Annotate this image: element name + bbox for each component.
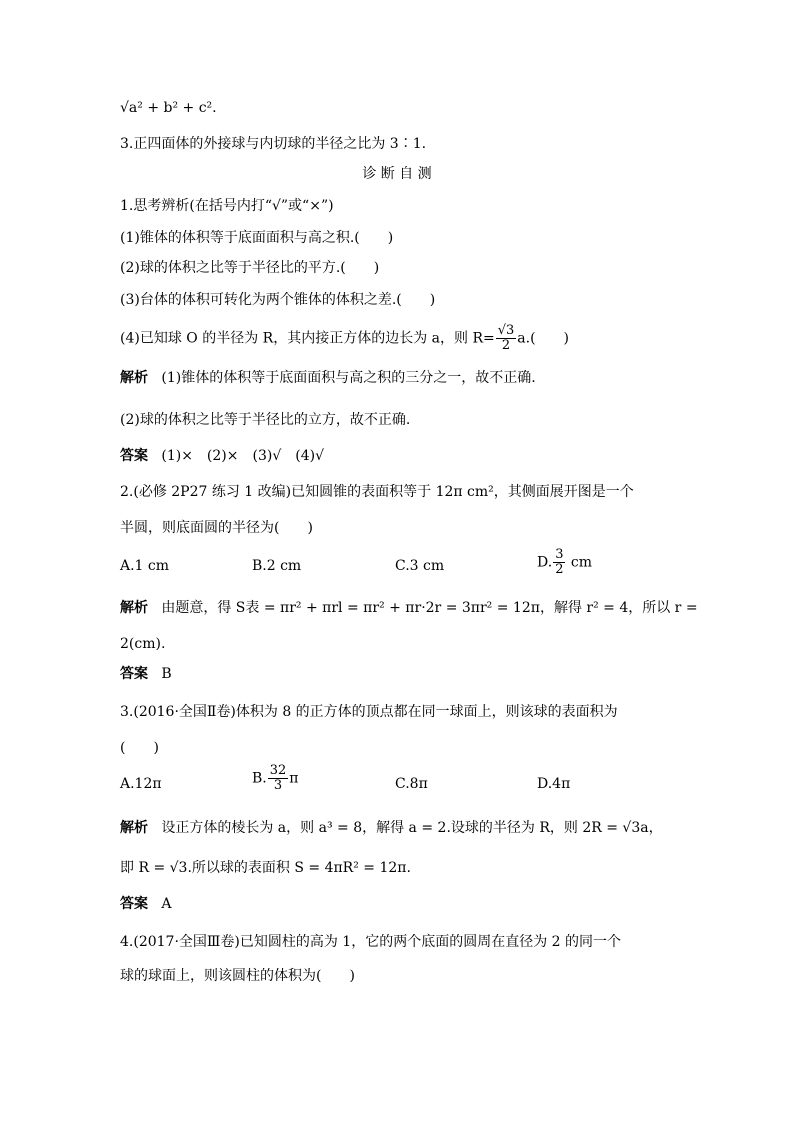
q2-option-a: A.1 cm [120,558,170,574]
q1-item-1: (1)锥体的体积等于底面面积与高之积.( ) [120,230,394,246]
answer-text: B [161,666,172,682]
fraction-denominator: 2 [501,338,511,353]
q3-jiexi-2: 即 R = √3.所以球的表面积 S = 4πR² = 12π. [120,860,411,876]
q3-option-b [252,764,299,793]
fraction-numerator: 32 [269,763,287,778]
q3-stem-2: ( ) [120,740,159,756]
q2-option-b: B.2 cm [252,558,302,574]
q1-item4-suffix: a.( ) [517,330,570,347]
answer-label: 答案 [120,448,148,464]
q1-item-2: (2)球的体积之比等于半径比的平方.( ) [120,260,380,276]
q3-option-a: A.12π [120,776,162,792]
option-d-fraction [553,548,565,577]
q2-option-c: C.3 cm [395,558,445,574]
section-title: 诊 断 自 测 [362,166,432,182]
answer-label: 答案 [120,896,148,912]
jiexi-text: 设正方体的棱长为 a，则 a³ = 8，解得 a = 2.设球的半径为 R，则 2R = √3a， [161,820,663,836]
fraction-denominator: 3 [273,778,283,793]
option-d-prefix: D. [537,554,553,571]
jiexi-label: 解析 [120,820,148,836]
answer-label: 答案 [120,666,148,682]
q2-stem-1: 2.(必修 2P27 练习 1 改编)已知圆锥的表面积等于 12π cm²，其侧面展开图是一个 [120,484,634,500]
q1-answer [120,446,324,466]
q2-stem-2: 半圆，则底面圆的半径为( ) [120,520,313,536]
jiexi-label: 解析 [120,370,148,386]
q2-jiexi-1 [120,598,698,618]
option-b-fraction [268,764,289,793]
q3-jiexi-1 [120,818,663,838]
q3-stem-1: 3.(2016·全国Ⅱ卷)体积为 8 的正方体的顶点都在同一球面上，则该球的表面积为 [120,704,618,720]
fact-3: 3.正四面体的外接球与内切球的半径之比为 3∶1. [120,136,427,152]
option-b-suffix: π [289,770,299,787]
jiexi-text: 由题意，得 S表 = πr² + πrl = πr² + πr·2r = 3πr² = 12π，解得 r² = 4，所以 r = [161,600,698,616]
answer-text: (1)× (2)× (3)√ (4)√ [161,448,324,464]
q3-option-c: C.8π [395,776,428,792]
q1-item4-prefix: (4)已知球 O 的半径为 R，其内接正方体的边长为 a，则 R= [120,330,495,347]
q2-answer [120,664,172,684]
option-b-prefix: B. [252,770,267,787]
fraction-numerator: 3 [555,547,564,562]
top-formula: √a² + b² + c². [120,100,217,116]
q4-stem-1: 4.(2017·全国Ⅲ卷)已知圆柱的高为 1，它的两个底面的圆周在直径为 2 的同一个 [120,934,622,950]
jiexi-text: (1)锥体的体积等于底面面积与高之积的三分之一，故不正确. [161,370,536,386]
q2-jiexi-2: 2(cm). [120,636,166,652]
q1-jiexi-1 [120,368,536,388]
q4-stem-2: 球的球面上，则该圆柱的体积为( ) [120,968,355,984]
option-d-unit: cm [570,554,593,571]
q1-stem: 1.思考辨析(在括号内打“√”或“×”) [120,198,334,214]
q1-item-3: (3)台体的体积可转化为两个锥体的体积之差.( ) [120,292,436,308]
q1-jiexi-2: (2)球的体积之比等于半径比的立方，故不正确. [120,412,411,428]
q3-answer [120,894,171,914]
q3-option-d: D.4π [537,776,571,792]
q1-item-4 [120,324,569,353]
q2-option-d [537,548,592,577]
q1-item4-fraction [496,324,517,353]
answer-text: A [161,896,172,912]
fraction-numerator: √3 [497,323,515,338]
fraction-denominator: 2 [555,562,564,577]
jiexi-label: 解析 [120,600,148,616]
